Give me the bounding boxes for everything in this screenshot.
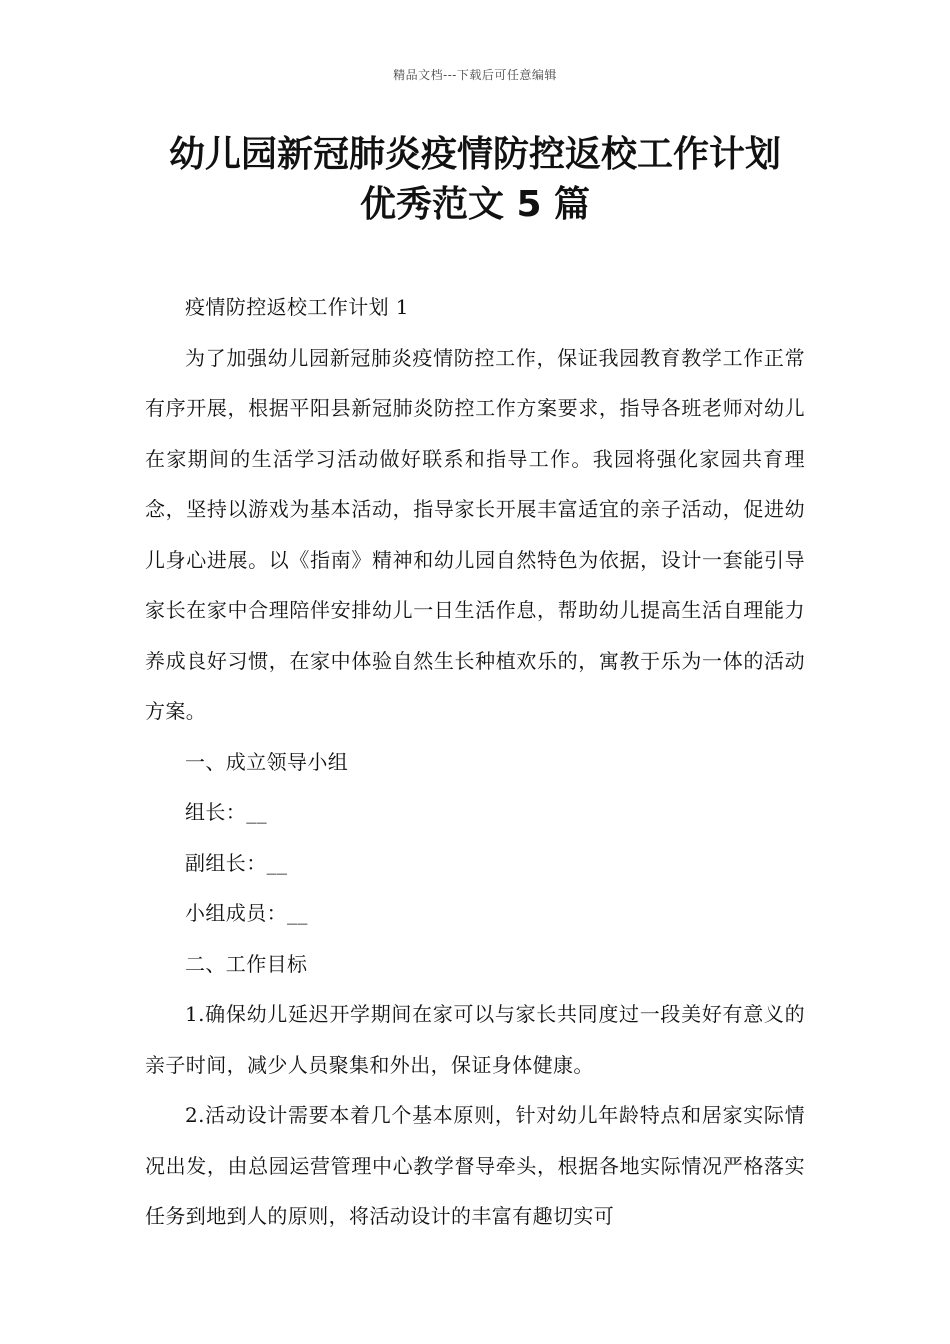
document-body — [145, 282, 805, 1242]
goal-item-1: 1.确保幼儿延迟开学期间在家可以与家长共同度过一段美好有意义的亲子时间，减少人员聚集和外出，保证身体健康。 — [145, 1002, 805, 1077]
header-note: 精品文档---下载后可任意编辑 — [393, 68, 557, 82]
section-heading-goals: 二、工作目标 — [185, 951, 308, 976]
team-members-line: 小组成员：__ — [185, 901, 308, 925]
title-line-1: 幼儿园新冠肺炎疫情防控返校工作计划 — [168, 134, 781, 175]
deputy-leader-line: 副组长：__ — [185, 850, 288, 875]
goal-item-2: 2.活动设计需要本着几个基本原则，针对幼儿年龄特点和居家实际情况出发，由总园运营管理中心教学督导牵头，根据各地实际情况严格落实任务到地到人的原则，将活动设计的丰富有趣切实可 — [145, 1103, 805, 1228]
document-title — [0, 130, 950, 230]
section-heading-plan-1: 疫情防控返校工作计划 1 — [185, 295, 409, 319]
team-leader-line: 组长：__ — [185, 800, 267, 824]
intro-paragraph: 为了加强幼儿园新冠肺炎疫情防控工作，保证我园教育教学工作正常有序开展，根据平阳县新冠肺炎防控工作方案要求，指导各班老师对幼儿在家期间的生活学习活动做好联系和指导工作。我园将强化家园共育理念，坚持以游戏为基本活动，指导家长开展丰富适宜的亲子活动，促进幼儿身心进展。以《指南》精神和幼儿园自然特色为依据，设计一套能引导家长在家中合理陪伴安排幼儿一日生活作息，帮助幼儿提高生活自理能力养成良好习惯，在家中体验自然生长种植欢乐的，寓教于乐为一体的活动方案。 — [145, 345, 805, 723]
title-line-2: 优秀范文 5 篇 — [359, 184, 591, 225]
section-heading-leadership: 一、成立领导小组 — [185, 749, 349, 774]
